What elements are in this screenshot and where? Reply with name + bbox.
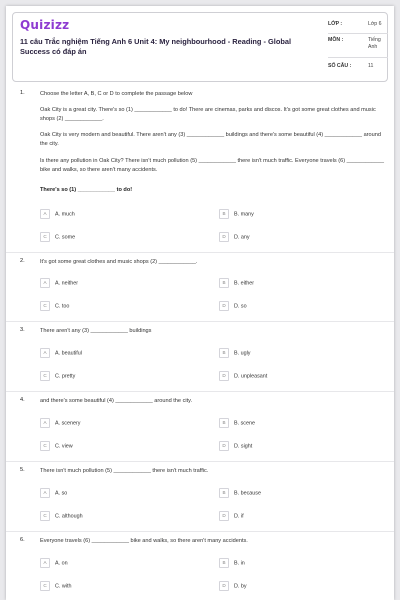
divider <box>6 461 394 462</box>
option-d[interactable] <box>219 511 244 521</box>
option-b[interactable] <box>219 348 250 358</box>
option-letter-c: C <box>40 232 50 242</box>
question-number: 6. <box>20 537 25 543</box>
option-letter-c: C <box>40 441 50 451</box>
option-label: A. scenery <box>55 420 81 427</box>
option-letter-d: D <box>219 581 229 591</box>
option-a[interactable] <box>40 209 75 219</box>
option-label: C. pretty <box>55 373 76 380</box>
option-b[interactable] <box>219 558 245 568</box>
option-label: D. unpleasant <box>234 373 268 380</box>
option-letter-a: A <box>40 488 50 498</box>
option-a[interactable] <box>40 348 82 358</box>
question-prompt: There aren't any (3) ____________ buildings <box>40 328 152 334</box>
count-value: 11 <box>368 63 374 69</box>
option-label: B. many <box>234 211 254 218</box>
option-label: D. sight <box>234 443 253 450</box>
question-prompt: Everyone travels (6) ____________ bike and walks, so there aren't many accidents. <box>40 538 248 544</box>
option-c[interactable] <box>40 371 75 381</box>
worksheet-title: 11 câu Trắc nghiệm Tiếng Anh 6 Unit 4: My neighbourhood - Reading - Global Success có đáp án <box>20 37 292 56</box>
option-letter-b: B <box>219 488 229 498</box>
question-prompt: It's got some great clothes and music shops (2) ____________. <box>40 259 198 265</box>
class-value: Lớp 6 <box>368 21 382 27</box>
option-c[interactable] <box>40 232 75 242</box>
option-letter-d: D <box>219 232 229 242</box>
option-label: B. ugly <box>234 350 251 357</box>
question-number: 4. <box>20 397 25 403</box>
option-label: A. on <box>55 560 68 567</box>
question-prompt: There isn't much pollution (5) ____________ there isn't much traffic. <box>40 468 209 474</box>
count-label: SỐ CÂU : <box>328 63 352 69</box>
option-label: A. beautiful <box>55 350 82 357</box>
option-b[interactable] <box>219 278 254 288</box>
option-label: D. any <box>234 234 250 241</box>
option-letter-d: D <box>219 371 229 381</box>
passage-paragraph: Oak City is very modern and beautiful. There aren't any (3) ____________ buildings and there's some beautiful (4) ____________ around the city. <box>40 132 381 147</box>
option-letter-c: C <box>40 371 50 381</box>
subject-value: Tiếng Anh <box>368 37 381 50</box>
option-letter-b: B <box>219 209 229 219</box>
passage-paragraph: Oak City is a great city. There's so (1) ____________ to do! There are cinemas, parks and discos. It's got some great clothes and music shops (2) ____________. <box>40 107 376 122</box>
option-a[interactable] <box>40 488 67 498</box>
option-c[interactable] <box>40 301 69 311</box>
option-label: D. if <box>234 513 244 520</box>
option-letter-a: A <box>40 209 50 219</box>
option-label: C. too <box>55 303 70 310</box>
option-a[interactable] <box>40 418 80 428</box>
header-box <box>12 12 388 82</box>
subject-label: MÔN : <box>328 37 344 43</box>
question-number: 3. <box>20 327 25 333</box>
option-label: B. either <box>234 280 255 287</box>
option-letter-b: B <box>219 418 229 428</box>
option-d[interactable] <box>219 301 247 311</box>
divider <box>6 321 394 322</box>
divider <box>6 531 394 532</box>
option-letter-a: A <box>40 558 50 568</box>
option-letter-b: B <box>219 558 229 568</box>
option-b[interactable] <box>219 209 254 219</box>
option-d[interactable] <box>219 441 252 451</box>
option-letter-d: D <box>219 511 229 521</box>
divider <box>6 391 394 392</box>
option-label: C. some <box>55 234 76 241</box>
option-label: B. scene <box>234 420 255 427</box>
question-prompt: and there's some beautiful (4) ____________ around the city. <box>40 398 193 404</box>
divider <box>6 252 394 253</box>
class-label: LỚP : <box>328 21 343 27</box>
option-label: C. although <box>55 513 83 520</box>
option-label: A. much <box>55 211 75 218</box>
option-c[interactable] <box>40 511 83 521</box>
question-number: 2. <box>20 258 25 264</box>
option-label: B. in <box>234 560 245 567</box>
option-letter-a: A <box>40 278 50 288</box>
option-d[interactable] <box>219 232 250 242</box>
option-label: C. with <box>55 583 72 590</box>
option-d[interactable] <box>219 371 267 381</box>
passage-paragraph: Is there any pollution in Oak City? There isn't much pollution (5) ____________ there isn't much traffic. Everyone travels (6) ____________ bike and walks, so there aren't many accidents. <box>40 158 384 173</box>
option-label: B. because <box>234 490 261 497</box>
question-intro: Choose the letter A, B, C or D to complete the passage below <box>40 91 193 97</box>
option-label: A. neither <box>55 280 79 287</box>
option-letter-c: C <box>40 301 50 311</box>
option-letter-c: C <box>40 581 50 591</box>
option-c[interactable] <box>40 581 71 591</box>
option-b[interactable] <box>219 418 255 428</box>
option-c[interactable] <box>40 441 73 451</box>
option-letter-a: A <box>40 418 50 428</box>
option-letter-d: D <box>219 441 229 451</box>
option-label: D. so <box>234 303 247 310</box>
option-b[interactable] <box>219 488 261 498</box>
option-a[interactable] <box>40 278 78 288</box>
option-label: D. by <box>234 583 247 590</box>
question-number: 5. <box>20 467 25 473</box>
option-label: A. so <box>55 490 68 497</box>
option-letter-a: A <box>40 348 50 358</box>
divider <box>328 57 388 58</box>
worksheet-page <box>6 6 394 600</box>
option-label: C. view <box>55 443 73 450</box>
option-letter-c: C <box>40 511 50 521</box>
option-a[interactable] <box>40 558 68 568</box>
option-letter-b: B <box>219 348 229 358</box>
option-d[interactable] <box>219 581 247 591</box>
option-letter-d: D <box>219 301 229 311</box>
question-number: 1. <box>20 90 25 96</box>
quizizz-logo: Quizizz <box>20 18 70 32</box>
option-letter-b: B <box>219 278 229 288</box>
divider <box>328 33 388 34</box>
question-prompt: There's so (1) ____________ to do! <box>40 187 133 193</box>
